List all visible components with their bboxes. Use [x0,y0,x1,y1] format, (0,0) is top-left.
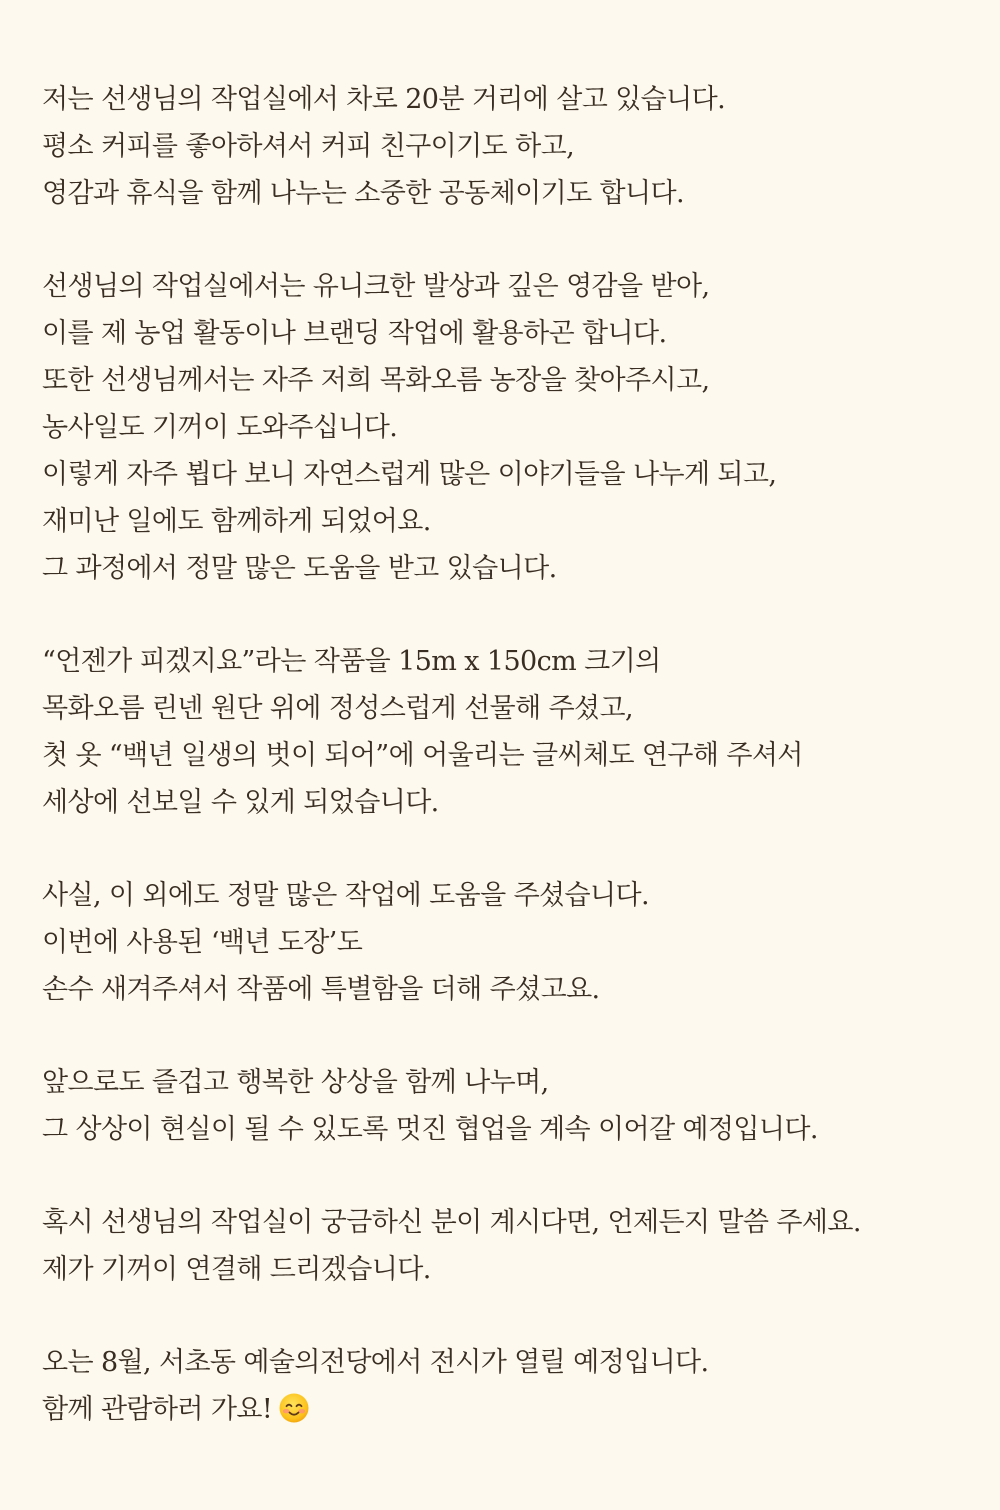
paragraph-3 [42,638,980,826]
text-line: 사실, 이 외에도 정말 많은 작업에 도움을 주셨습니다. [42,880,649,911]
text-line: 세상에 선보일 수 있게 되었습니다. [42,787,439,818]
text-line: 손수 새겨주셔서 작품에 특별함을 더해 주셨고요. [42,974,600,1005]
paragraph-2 [42,263,980,592]
text-line: 그 상상이 현실이 될 수 있도록 멋진 협업을 계속 이어갈 예정입니다. [42,1114,818,1145]
smiling-face-icon [278,1392,310,1424]
text-line: 제가 기꺼이 연결해 드리겠습니다. [42,1254,431,1285]
paragraph-1 [42,76,980,217]
closing-line [42,1386,980,1433]
text-line: 저는 선생님의 작업실에서 차로 20분 거리에 살고 있습니다. [42,84,726,115]
text-line: 재미난 일에도 함께하게 되었어요. [42,506,431,537]
paragraph-6 [42,1199,980,1293]
text-line: 혹시 선생님의 작업실이 궁금하신 분이 계시다면, 언제든지 말씀 주세요. [42,1207,861,1238]
text-line: 첫 옷 “백년 일생의 벗이 되어”에 어울리는 글씨체도 연구해 주셔서 [42,740,803,771]
text-line: 이렇게 자주 뵙다 보니 자연스럽게 많은 이야기들을 나누게 되고, [42,459,777,490]
paragraph-5 [42,1059,980,1153]
text-line: 목화오름 린넨 원단 위에 정성스럽게 선물해 주셨고, [42,693,633,724]
text-line: 앞으로도 즐겁고 행복한 상상을 함께 나누며, [42,1067,549,1098]
text-line: 영감과 휴식을 함께 나누는 소중한 공동체이기도 합니다. [42,178,684,209]
text-line: 선생님의 작업실에서는 유니크한 발상과 깊은 영감을 받아, [42,271,710,302]
text-line: 또한 선생님께서는 자주 저희 목화오름 농장을 찾아주시고, [42,365,710,396]
text-line: 오는 8월, 서초동 예술의전당에서 전시가 열릴 예정입니다. [42,1347,709,1378]
text-line: 그 과정에서 정말 많은 도움을 받고 있습니다. [42,553,557,584]
text-line: 이번에 사용된 ‘백년 도장’도 [42,927,363,958]
text-line: 이를 제 농업 활동이나 브랜딩 작업에 활용하곤 합니다. [42,318,667,349]
text-line: 농사일도 기꺼이 도와주십니다. [42,412,398,443]
paragraph-4 [42,872,980,1013]
paragraph-7 [42,1339,980,1433]
closing-text: 함께 관람하러 가요! [42,1394,273,1425]
text-line: 평소 커피를 좋아하셔서 커피 친구이기도 하고, [42,131,575,162]
text-line: “언젠가 피겠지요”라는 작품을 15m x 150cm 크기의 [42,646,661,677]
